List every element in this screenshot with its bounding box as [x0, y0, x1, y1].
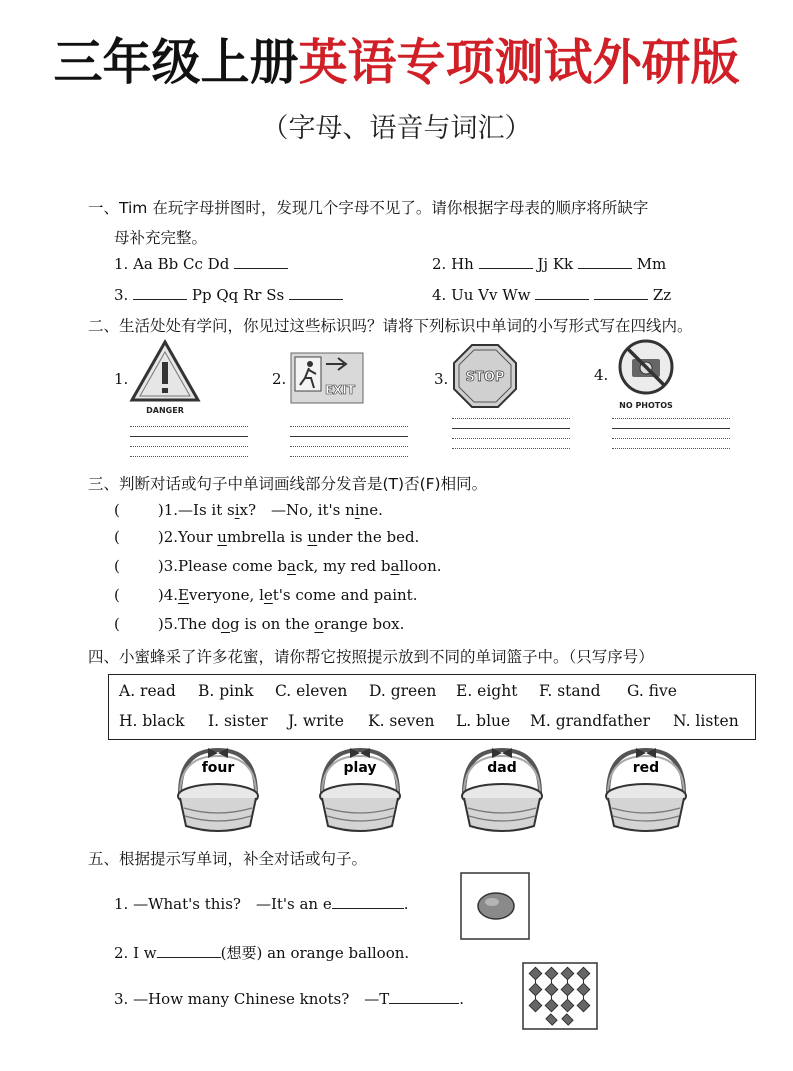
sign-2-label: EXIT — [324, 383, 356, 397]
s3-underline-2: i — [354, 501, 360, 519]
s1-q4-blank-1[interactable] — [535, 285, 589, 300]
s3-underline-1: u — [217, 528, 227, 546]
section-2-heading: 二、生活处处有学问，你见过这些标识吗？请将下列标识中单词的小写形式写在四线内。 — [88, 317, 693, 335]
four-line-4[interactable] — [612, 418, 730, 458]
s3-paren-close: ) — [157, 557, 164, 575]
s3-post: ne. — [359, 501, 383, 519]
s3-mid: ck, my red b — [295, 557, 391, 575]
s5-q3-text: 3. —How many Chinese knots? —T — [114, 990, 390, 1008]
s3-paren-open: ( — [114, 615, 120, 633]
s1-question-3 — [114, 285, 343, 304]
basket-label-four: four — [201, 760, 235, 776]
sign-4-number: 4. — [594, 366, 609, 384]
s3-pre: —Is it s — [178, 501, 235, 519]
s3-num: 2. — [163, 528, 179, 546]
s1-q2-blank-2[interactable] — [578, 254, 632, 269]
s3-underline-1: o — [220, 615, 230, 633]
s3-num: 3. — [163, 557, 179, 575]
s3-answer-1[interactable] — [120, 501, 158, 515]
basket-label-play: play — [343, 760, 377, 776]
s3-underline-1: E — [178, 586, 189, 604]
s5-q2-text-b: (想要) an orange balloon. — [220, 944, 410, 962]
s1-q3-text-a: 3. — [114, 286, 129, 304]
s3-mid: g is on the — [229, 615, 315, 633]
s3-answer-3[interactable] — [120, 557, 158, 571]
word-item: G. five — [627, 682, 677, 700]
s3-mid: mbrella is — [226, 528, 308, 546]
s1-q2-text-b: Jj Kk — [537, 255, 574, 273]
exit-sign-icon — [290, 352, 364, 404]
sign-1-number: 1. — [114, 370, 129, 388]
s3-post: range box. — [323, 615, 405, 633]
title-grade: 三年级上册 — [53, 34, 299, 91]
word-item: F. stand — [539, 682, 601, 700]
word-item: C. eleven — [275, 682, 348, 700]
s3-underline-2: e — [263, 586, 273, 604]
word-item: B. pink — [198, 682, 254, 700]
egg-picture-icon — [460, 872, 530, 940]
sign-3-number: 3. — [434, 370, 449, 388]
s1-question-4 — [432, 285, 671, 304]
s3-item-5 — [114, 615, 404, 633]
s1-q4-blank-2[interactable] — [594, 285, 648, 300]
s3-underline-1: i — [234, 501, 240, 519]
word-item: D. green — [369, 682, 437, 700]
title-subject: 英语专项测试外研版 — [298, 34, 740, 91]
word-item: I. sister — [208, 712, 268, 730]
s3-item-1 — [114, 499, 383, 520]
s1-q2-text-c: Mm — [636, 255, 667, 273]
basket-label-dad: dad — [487, 760, 517, 776]
s3-underline-1: a — [287, 557, 296, 575]
four-line-3[interactable] — [452, 418, 570, 458]
s3-num: 1. — [163, 501, 179, 519]
s3-item-4 — [114, 586, 417, 604]
word-item: M. grandfather — [530, 712, 650, 730]
s5-q1-end: . — [403, 895, 409, 913]
s3-underline-2: u — [307, 528, 318, 546]
s3-underline-2: o — [314, 615, 324, 633]
s1-q4-text-a: 4. Uu Vv Ww — [432, 286, 531, 304]
s1-q3-blank-1[interactable] — [133, 285, 187, 300]
s3-pre: Please come b — [178, 557, 287, 575]
s5-q1-blank[interactable] — [332, 894, 404, 909]
s5-q2-blank[interactable] — [157, 943, 221, 958]
s1-question-1 — [114, 254, 288, 273]
no-photos-sign-icon — [610, 337, 682, 413]
word-item: K. seven — [368, 712, 435, 730]
sign-2-number: 2. — [272, 370, 287, 388]
s3-answer-2[interactable] — [120, 528, 158, 542]
page-title — [0, 24, 793, 94]
basket-play[interactable] — [312, 744, 408, 836]
s3-post: t's come and paint. — [272, 586, 418, 604]
section-3-heading: 三、判断对话或句子中单词画线部分发音是(T)否(F)相同。 — [88, 475, 488, 493]
s3-post: nder the bed. — [317, 528, 420, 546]
s3-paren-open: ( — [114, 528, 120, 546]
s3-paren-close: ) — [157, 501, 164, 519]
section-4-heading: 四、小蜜蜂采了许多花蜜，请你帮它按照提示放到不同的单词篮子中。（只写序号） — [88, 648, 654, 666]
s3-paren-open: ( — [114, 501, 120, 519]
s3-mid: x? —No, it's n — [239, 501, 355, 519]
s5-q3-blank[interactable] — [389, 989, 459, 1004]
s3-pre: Your — [178, 528, 218, 546]
s3-paren-close: ) — [157, 528, 164, 546]
word-item: A. read — [119, 682, 176, 700]
four-line-2[interactable] — [290, 426, 408, 466]
s1-q4-text-b: Zz — [652, 286, 672, 304]
s3-answer-4[interactable] — [120, 586, 158, 600]
s5-q2-text-a: 2. I w — [114, 944, 157, 962]
s1-q2-text-a: 2. Hh — [432, 255, 474, 273]
basket-dad[interactable] — [454, 744, 550, 836]
page-subtitle: （字母、语音与词汇） — [261, 113, 532, 144]
s3-item-3 — [114, 557, 442, 575]
word-item: L. blue — [456, 712, 511, 730]
s1-question-2 — [432, 254, 666, 273]
basket-red[interactable] — [598, 744, 694, 836]
s3-num: 4. — [163, 586, 179, 604]
word-item: H. black — [119, 712, 185, 730]
word-bank-box — [108, 674, 756, 740]
section-5-heading: 五、根据提示写单词，补全对话或句子。 — [88, 850, 368, 868]
chinese-knots-picture-icon — [522, 962, 598, 1030]
word-item: J. write — [288, 712, 344, 730]
danger-sign-icon — [128, 338, 202, 418]
sign-4-label: NO PHOTOS — [619, 401, 673, 410]
s3-mid: veryone, l — [188, 586, 264, 604]
sign-3-label: STOP — [465, 370, 505, 385]
s3-underline-2: a — [390, 557, 400, 575]
s3-paren-open: ( — [114, 557, 120, 575]
s3-paren-close: ) — [157, 615, 164, 633]
s1-q2-blank-1[interactable] — [479, 254, 533, 269]
s3-pre: The d — [178, 615, 221, 633]
section-1-heading: 一、Tim 在玩字母拼图时，发现几个字母不见了。请你根据字母表的顺序将所缺字 — [88, 199, 649, 217]
sign-1-label: DANGER — [146, 406, 184, 415]
s3-post: lloon. — [399, 557, 442, 575]
s3-paren-open: ( — [114, 586, 120, 604]
s1-q3-blank-2[interactable] — [289, 285, 343, 300]
s3-paren-close: ) — [157, 586, 164, 604]
s3-num: 5. — [163, 615, 179, 633]
s3-item-2 — [114, 528, 419, 546]
stop-sign-icon — [452, 343, 518, 409]
s1-q1-text: 1. Aa Bb Cc Dd — [114, 255, 230, 273]
s5-question-3 — [114, 988, 464, 1009]
s5-question-1 — [114, 893, 409, 914]
four-line-1[interactable] — [130, 426, 248, 466]
s1-q1-blank[interactable] — [234, 254, 288, 269]
basket-four[interactable] — [170, 744, 266, 836]
s1-q3-text-b: Pp Qq Rr Ss — [191, 286, 285, 304]
s3-answer-5[interactable] — [120, 615, 158, 629]
word-item: N. listen — [673, 712, 739, 730]
s5-q3-end: . — [459, 990, 465, 1008]
word-item: E. eight — [456, 682, 518, 700]
s5-q1-text: 1. —What's this? —It's an e — [114, 895, 332, 913]
section-1-heading-cont: 母补充完整。 — [114, 229, 208, 247]
s5-question-2 — [114, 942, 409, 963]
basket-label-red: red — [632, 760, 660, 776]
